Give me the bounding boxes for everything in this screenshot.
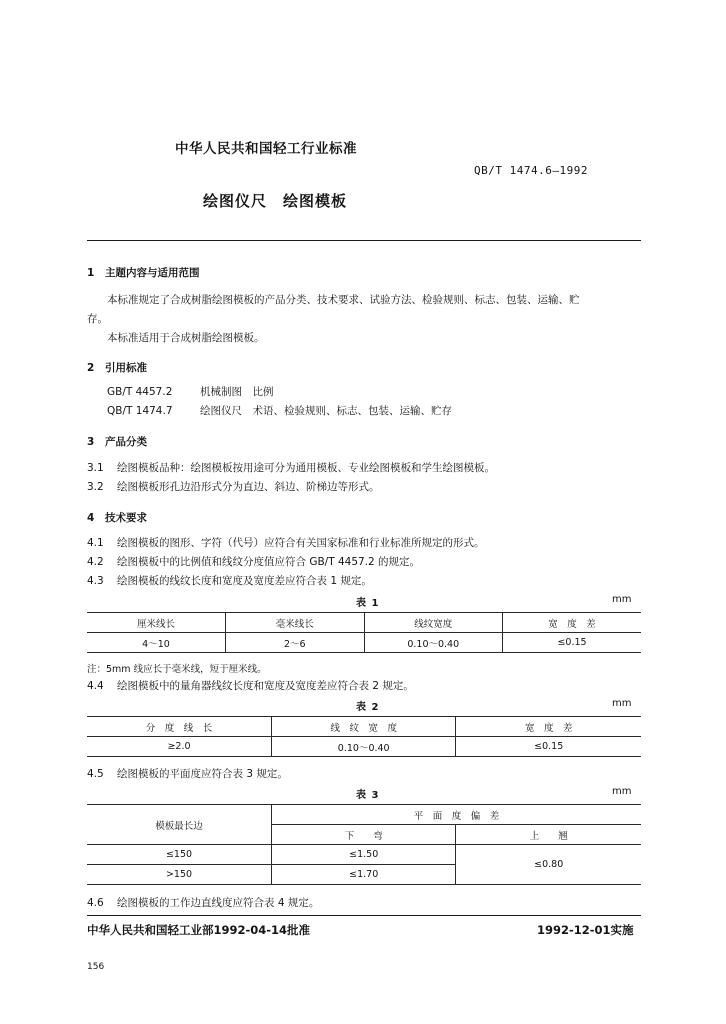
table-3-cell-edge-row-1: ≤150 xyxy=(87,845,271,865)
table-3-header-row-1 xyxy=(87,805,641,825)
clause-4-2-text: 绘图模板中的比例值和线纹分度值应符合 GB/T 4457.2 的规定。 xyxy=(117,556,421,568)
table-1-caption: 表 1 xyxy=(356,598,380,609)
page-number: 156 xyxy=(87,962,105,972)
table-2-header-width-diff: 宽 度 差 xyxy=(456,717,641,737)
table-2-cell-division-line: ≥2.0 xyxy=(87,737,271,757)
clause-4-2-number: 4.2 xyxy=(87,556,104,568)
table-3-caption: 表 3 xyxy=(356,790,380,801)
table-row xyxy=(87,633,641,653)
table-1-cell-mm-line: 2～6 xyxy=(226,633,365,653)
document-title: 绘图仪尺 绘图模板 xyxy=(203,192,348,210)
table-3-header-flatness-deviation: 平 面 度 偏 差 xyxy=(271,805,641,825)
table-1-cell-line-width: 0.10～0.40 xyxy=(364,633,503,653)
table-1-unit: mm xyxy=(612,594,632,605)
clause-3-2 xyxy=(87,481,380,494)
footer-rule xyxy=(87,915,641,916)
clause-3-1 xyxy=(87,462,495,475)
reference-1-name: 机械制图 比例 xyxy=(200,386,274,398)
section-3-title: 产品分类 xyxy=(105,436,147,448)
table-3-cell-down-row-2: ≤1.70 xyxy=(271,865,455,885)
table-2-cell-line-width: 0.10～0.40 xyxy=(271,737,455,757)
section-1-number: 1 xyxy=(87,267,95,279)
table-row xyxy=(87,845,641,865)
table-3-cell-edge-row-2: >150 xyxy=(87,865,271,885)
table-2-unit: mm xyxy=(612,698,632,709)
clause-4-2 xyxy=(87,556,420,569)
table-3 xyxy=(87,804,641,885)
reference-2 xyxy=(107,405,452,418)
clause-4-5-text: 绘图模板的平面度应符合表 3 规定。 xyxy=(117,768,288,780)
table-3-header-longest-edge: 模板最长边 xyxy=(87,805,271,845)
clause-4-3 xyxy=(87,575,372,588)
table-3-header-down-bend: 下 弯 xyxy=(271,825,455,845)
section-1-paragraph-1-line-2: 存。 xyxy=(87,313,108,325)
section-1-paragraph-2: 本标准适用于合成树脂绘图模板。 xyxy=(107,332,265,344)
section-2-title: 引用标准 xyxy=(105,362,147,374)
clause-4-1-text: 绘图模板的图形、字符（代号）应符合有关国家标准和行业标准所规定的形式。 xyxy=(117,537,485,549)
clause-4-6 xyxy=(87,897,319,910)
clause-4-5 xyxy=(87,768,288,781)
section-4-title: 技术要求 xyxy=(105,512,147,524)
table-1-header-row xyxy=(87,613,641,633)
section-4-number: 4 xyxy=(87,512,95,524)
section-3-number: 3 xyxy=(87,436,95,448)
table-3-unit: mm xyxy=(612,786,632,797)
table-2-caption: 表 2 xyxy=(356,702,380,713)
clause-4-3-number: 4.3 xyxy=(87,575,104,587)
clause-4-3-text: 绘图模板的线纹长度和宽度及宽度差应符合表 1 规定。 xyxy=(117,575,372,587)
section-1-title: 主题内容与适用范围 xyxy=(105,267,200,279)
clause-4-4-number: 4.4 xyxy=(87,680,104,692)
clause-3-1-number: 3.1 xyxy=(87,462,104,474)
clause-4-1-number: 4.1 xyxy=(87,537,104,549)
table-1-header-mm-line: 毫米线长 xyxy=(226,613,365,633)
table-row xyxy=(87,737,641,757)
clause-4-6-number: 4.6 xyxy=(87,897,104,909)
reference-1 xyxy=(107,386,274,399)
section-1-paragraph-1-line-1: 本标准规定了合成树脂绘图模板的产品分类、技术要求、试验方法、检验规则、标志、包装、运输、贮 xyxy=(107,294,580,306)
effective-date: 1992-12-01实施 xyxy=(537,923,634,937)
clause-4-4 xyxy=(87,680,414,693)
clause-4-4-text: 绘图模板中的量角器线纹长度和宽度及宽度差应符合表 2 规定。 xyxy=(117,680,414,692)
table-1-header-cm-line: 厘米线长 xyxy=(87,613,226,633)
table-2-header-division-line: 分 度 线 长 xyxy=(87,717,271,737)
table-3-cell-up-merged: ≤0.80 xyxy=(456,845,641,885)
table-1-cell-width-diff: ≤0.15 xyxy=(503,633,642,653)
issuing-body-title: 中华人民共和国轻工行业标准 xyxy=(175,141,357,157)
clause-4-5-number: 4.5 xyxy=(87,768,104,780)
table-3-cell-down-row-1: ≤1.50 xyxy=(271,845,455,865)
clause-3-2-text: 绘图模板形孔边沿形式分为直边、斜边、阶梯边等形式。 xyxy=(117,481,380,493)
table-2-header-line-width: 线 纹 宽 度 xyxy=(271,717,455,737)
header-rule xyxy=(87,240,641,241)
table-2-cell-width-diff: ≤0.15 xyxy=(456,737,641,757)
table-1-header-line-width: 线纹宽度 xyxy=(364,613,503,633)
table-1-note: 注：5mm 线应长于毫米线，短于厘米线。 xyxy=(87,664,267,675)
table-2-header-row xyxy=(87,717,641,737)
clause-4-6-text: 绘图模板的工作边直线度应符合表 4 规定。 xyxy=(117,897,320,909)
table-2 xyxy=(87,716,641,757)
section-2-heading xyxy=(87,360,147,375)
approval-note: 中华人民共和国轻工业部1992-04-14批准 xyxy=(87,923,311,937)
table-1-header-width-diff: 宽 度 差 xyxy=(503,613,642,633)
section-4-heading xyxy=(87,510,147,525)
section-1-heading xyxy=(87,265,200,280)
table-1-cell-cm-line: 4～10 xyxy=(87,633,226,653)
reference-2-code: QB/T 1474.7 xyxy=(107,405,173,417)
clause-3-2-number: 3.2 xyxy=(87,481,104,493)
table-1 xyxy=(87,612,641,653)
standard-code: QB/T 1474.6—1992 xyxy=(474,164,588,177)
clause-3-1-text: 绘图模板品种：绘图模板按用途可分为通用模板、专业绘图模板和学生绘图模板。 xyxy=(117,462,495,474)
table-3-header-up-warp: 上 翘 xyxy=(456,825,641,845)
section-2-number: 2 xyxy=(87,362,95,374)
section-3-heading xyxy=(87,434,147,449)
reference-2-name: 绘图仪尺 术语、检验规则、标志、包装、运输、贮存 xyxy=(200,405,452,417)
reference-1-code: GB/T 4457.2 xyxy=(107,386,173,398)
clause-4-1 xyxy=(87,537,485,550)
